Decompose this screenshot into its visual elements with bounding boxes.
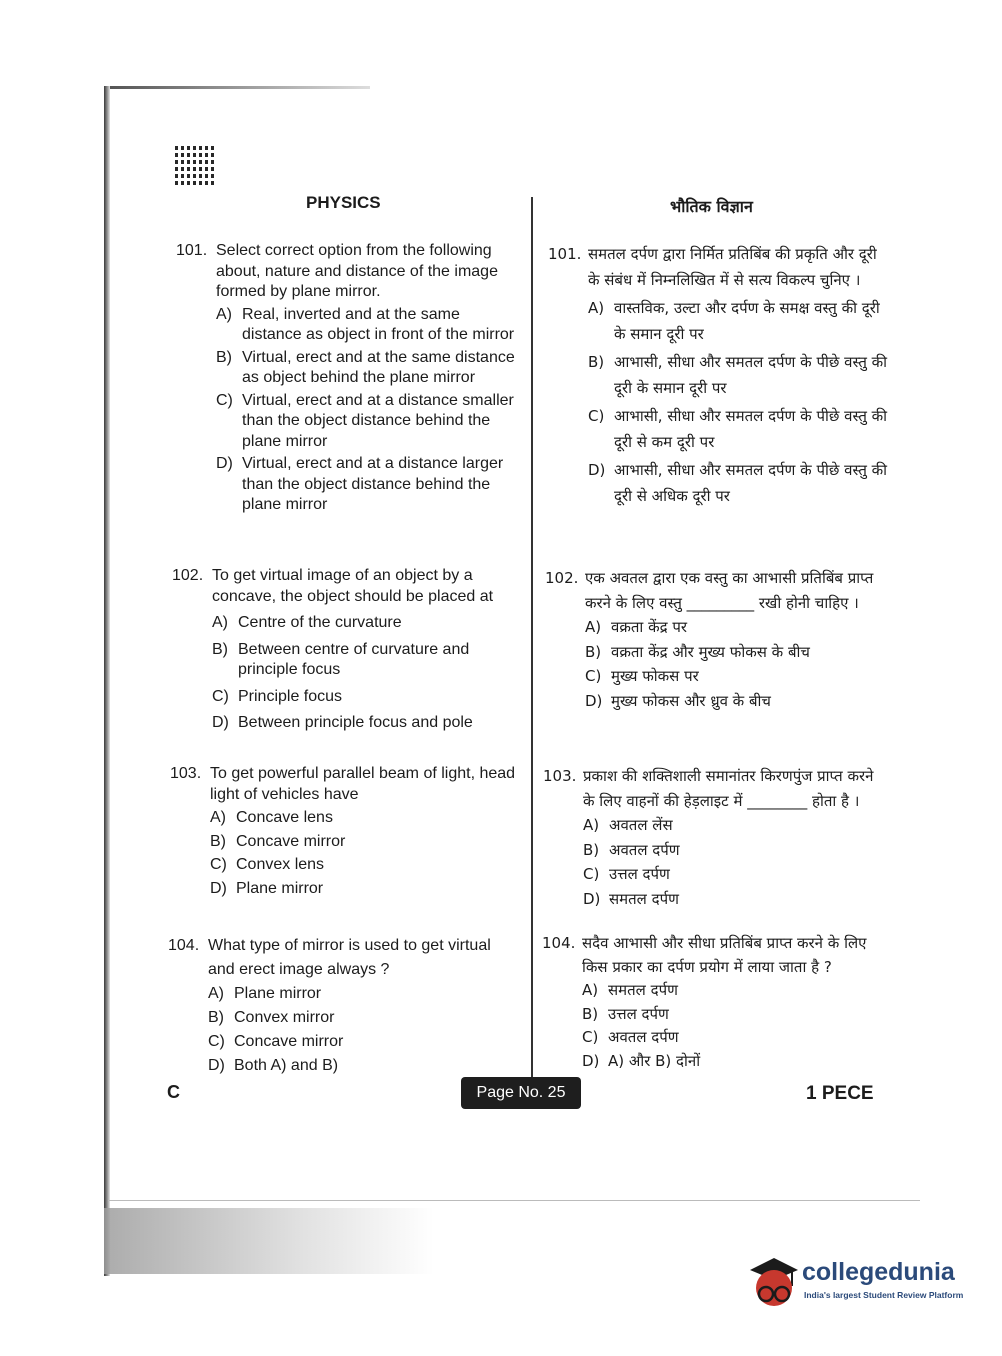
question-number: 102. [545,569,579,587]
question-number: 104. [168,937,200,954]
question-103-hi [543,764,887,911]
section-title-hindi: भौतिक विज्ञान [670,197,753,216]
option-d: D) Both A) and B) [208,1057,339,1074]
option-d: D) समतल दर्पण [583,889,679,908]
question-stem: What type of mirror is used to get virtual and erect image always ? [208,937,491,978]
option-b: B) Concave mirror [210,832,346,850]
mascot-icon [744,1252,802,1314]
brand-tagline: India's largest Student Review Platform [804,1290,964,1300]
paper-code: 1 PECE [806,1083,874,1104]
option-c: C) उत्तल दर्पण [583,865,670,883]
question-stem: प्रकाश की शक्तिशाली समानांतर किरणपुंज प्राप्त करने के लिए वाहनों की हेड़लाइट में ________ होता है । [583,767,874,810]
question-102-en [172,566,516,734]
question-number: 101. [548,245,582,263]
option-c: C) Concave mirror [208,1033,344,1050]
option-c: C) अवतल दर्पण [582,1028,679,1046]
option-d: D) Virtual, erect and at a distance larger than the object distance behind the plane mirror [216,455,504,513]
question-stem: एक अवतल द्वारा एक वस्तु का आभासी प्रतिबिंब प्राप्त करने के लिए वस्तु _________ रखी होनी चाहिए । [585,569,874,612]
option-b: B) आभासी, सीधा और समतल दर्पण के पीछे वस्तु की दूरी के समान दूरी पर [588,353,888,397]
question-101-en [176,241,516,516]
option-d: D) A) और B) दोनों [582,1051,701,1070]
brand-watermark [744,1252,974,1314]
question-number: 103. [543,767,577,785]
option-a: A) Plane mirror [208,985,322,1002]
question-number: 104. [542,934,576,952]
option-d: D) Between principle focus and pole [212,714,473,731]
scan-shadow [104,1208,434,1274]
question-stem: Select correct option from the following about, nature and distance of the image formed by plane mirror. [216,242,498,300]
option-a: A) वक्रता केंद्र पर [585,618,687,636]
page-edge-top [110,86,370,89]
option-d: D) Plane mirror [210,879,324,897]
brand-name: collegedunia [802,1258,955,1286]
option-d: D) आभासी, सीधा और समतल दर्पण के पीछे वस्तु की दूरी से अधिक दूरी पर [588,461,888,505]
question-number: 101. [176,242,208,259]
page-edge-left [104,86,110,1276]
question-number: 103. [170,765,202,782]
option-a: A) Real, inverted and at the same distance as object in front of the mirror [216,305,515,343]
question-103-en [170,764,516,899]
option-b: B) Between centre of curvature and principle focus [212,640,470,678]
option-a: A) समतल दर्पण [582,981,678,999]
bottom-rule [108,1200,920,1201]
question-number: 102. [172,567,204,584]
question-stem: To get virtual image of an object by a concave, the object should be placed at [212,567,494,605]
option-c: C) आभासी, सीधा और समतल दर्पण के पीछे वस्तु की दूरी से कम दूरी पर [588,407,888,451]
question-101-hi [548,241,888,509]
option-c: C) Convex lens [210,856,325,873]
option-b: B) Convex mirror [208,1009,335,1026]
option-c: C) Virtual, erect and at a distance smaller than the object distance behind the plane mirror [216,391,514,450]
question-104-en [168,934,498,1078]
question-stem: समतल दर्पण द्वारा निर्मित प्रतिबिंब की प्रकृति और दूरी के संबंध में निम्नलिखित में से सत्य विकल्प चुनिए । [588,245,877,289]
question-stem: सदैव आभासी और सीधा प्रतिबिंब प्राप्त करने के लिए किस प्रकार का दर्पण प्रयोग में लाया जाता है ? [582,934,867,976]
column-divider [531,197,533,1082]
option-a: A) Centre of the curvature [212,614,402,631]
option-c: C) Principle focus [212,687,343,705]
option-a: A) अवतल लेंस [583,816,673,834]
option-c: C) मुख्य फोकस पर [585,667,699,685]
question-102-hi [545,566,885,713]
option-a: A) Concave lens [210,809,333,826]
qr-code [175,143,217,185]
series-code: C [167,1082,180,1102]
question-104-hi [542,932,874,1073]
option-d: D) मुख्य फोकस और ध्रुव के बीच [585,691,771,710]
page-number-badge: Page No. 25 [461,1077,581,1109]
option-b: B) उत्तल दर्पण [582,1004,669,1023]
question-stem: To get powerful parallel beam of light, head light of vehicles have [210,765,516,803]
option-b: B) वक्रता केंद्र और मुख्य फोकस के बीच [585,642,810,661]
section-title-english: PHYSICS [306,193,381,212]
option-b: B) अवतल दर्पण [583,840,680,859]
option-b: B) Virtual, erect and at the same distance as object behind the plane mirror [216,348,515,386]
option-a: A) वास्तविक, उल्टा और दर्पण के समक्ष वस्तु की दूरी के समान दूरी पर [588,299,880,343]
